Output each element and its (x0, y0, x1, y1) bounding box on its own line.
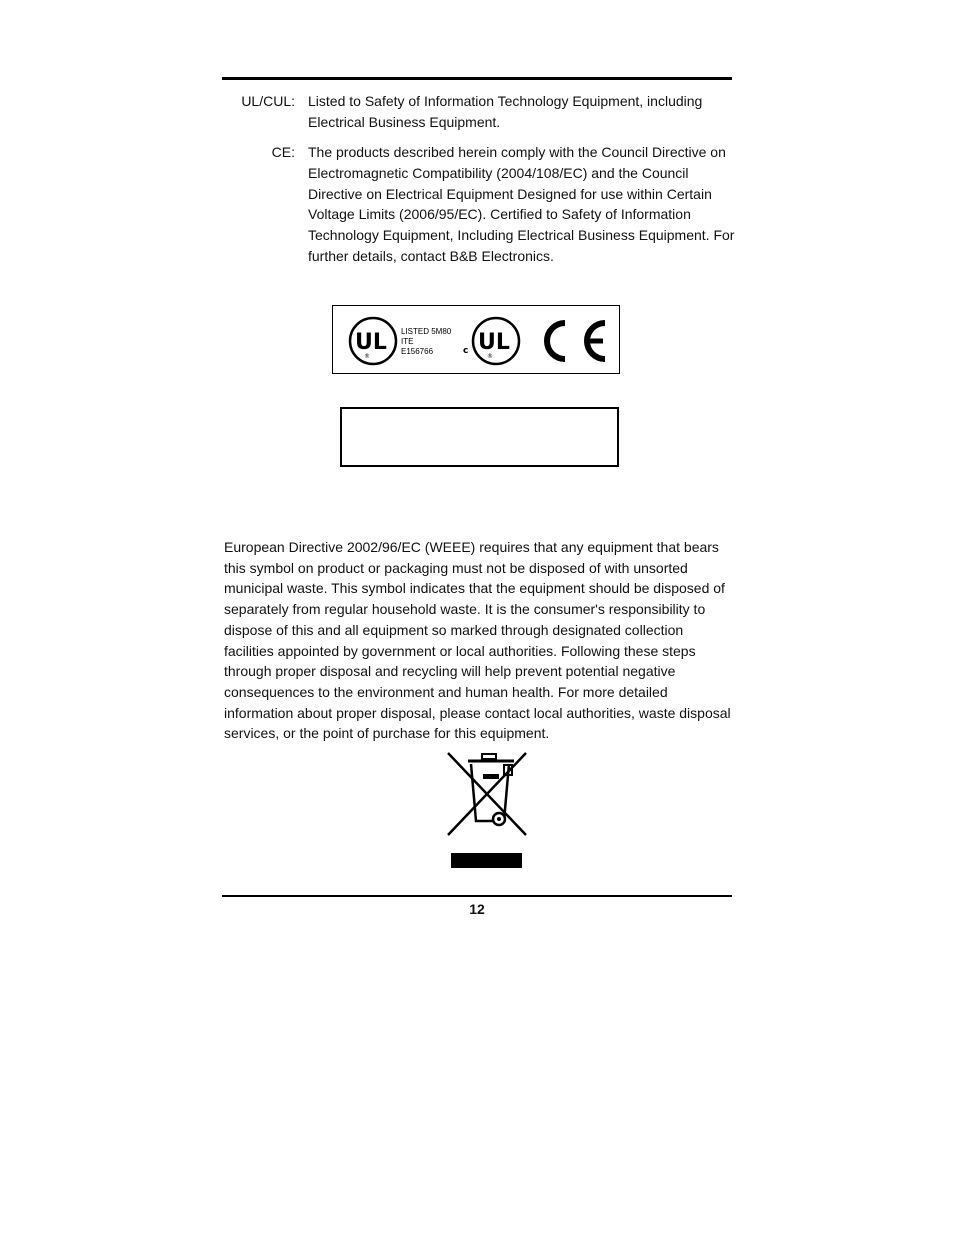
listing-line-2: ITE (401, 337, 414, 346)
cul-registered-mark: ® (487, 353, 493, 360)
listing-line-1: LISTED 5M80 (401, 327, 452, 336)
page-number: 12 (469, 901, 485, 917)
cert-label-ce: CE: (271, 144, 295, 160)
ul-mark-text: UL (355, 330, 387, 355)
cul-logo-icon (463, 318, 519, 364)
cert-label-ul: UL/CUL: (241, 93, 295, 109)
weee-underline-bar (451, 853, 522, 868)
crossed-out-wheelie-bin-icon (444, 749, 530, 839)
ce-mark-icon (547, 323, 605, 359)
bottom-rule (222, 895, 732, 897)
listing-line-3: E156766 (401, 347, 434, 356)
ul-registered-mark: ® (364, 353, 370, 360)
blank-box (340, 407, 619, 467)
cul-canada-prefix: c (463, 346, 469, 356)
cert-text-ul: Listed to Safety of Information Technology Equipment, including Electrical Business Equipment. (308, 93, 703, 130)
certification-logos (332, 305, 620, 374)
cul-mark-text: UL (478, 330, 510, 355)
top-rule (222, 77, 732, 80)
cert-text-ce: The products described herein comply with the Council Directive on Electromagnetic Compatibility (2004/108/EC) and the Council Directive on Electrical Equipment Designed for use within Certain Voltage Limits (2006/95/EC). Certified to Safety of Information Technology Equipment, Including Electrical Business Equipment. For further details, contact B&B Electronics. (308, 144, 735, 264)
ul-logo-icon (350, 318, 396, 364)
weee-paragraph: European Directive 2002/96/EC (WEEE) requires that any equipment that bears this symbol on product or packaging must not be disposed of with unsorted municipal waste. This symbol indicates that the equipment should be disposed of separately from regular household waste. It is the consumer's responsibility to dispose of this and all equipment so marked through designated collection facilities appointed by government or local authorities. Following these steps through proper disposal and recycling will help prevent potential negative consequences to the environment and human health. For more detailed information about proper disposal, please contact local authorities, waste disposal services, or the point of purchase for this equipment. (224, 539, 731, 742)
